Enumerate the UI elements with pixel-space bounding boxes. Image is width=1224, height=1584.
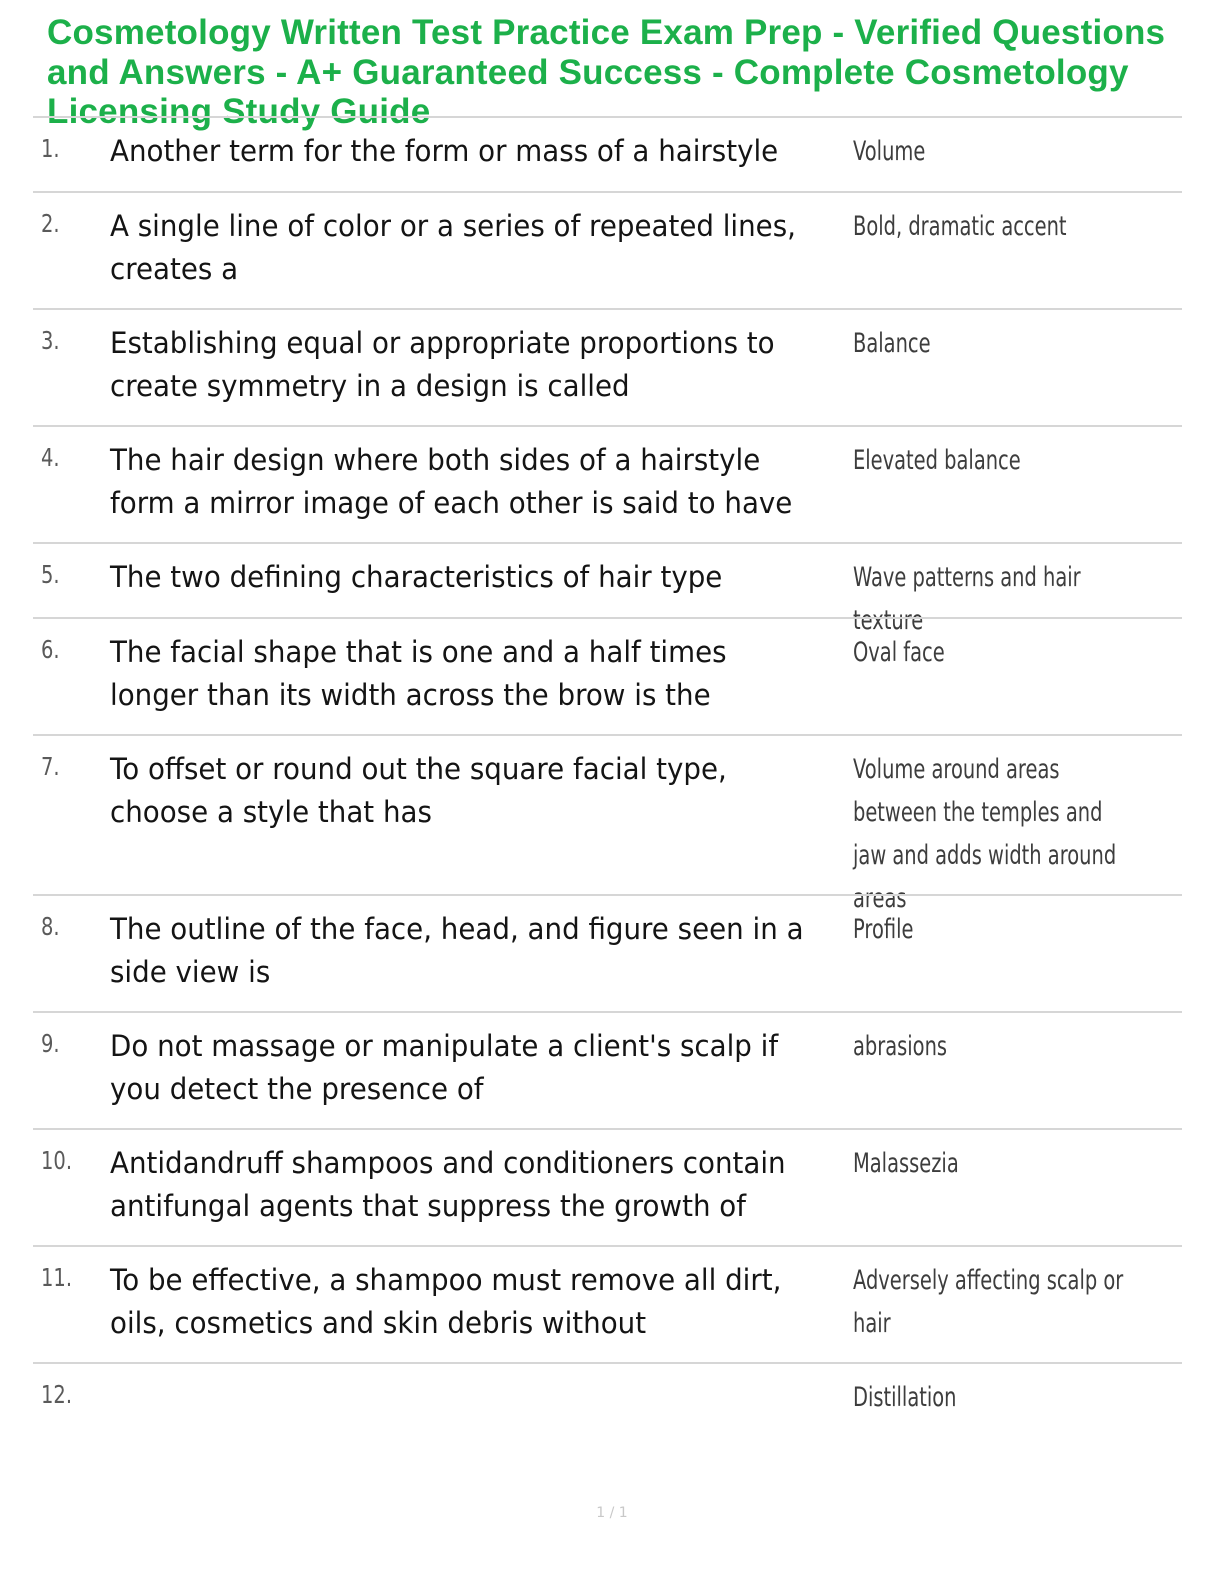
document-title: Cosmetology Written Test Practice Exam Prep - Verified Questions and Answers - A+ Guaranteed Success - Complete Cosmetology Licensing Study Guide <box>47 13 1166 131</box>
item-number: 11. <box>41 1263 73 1292</box>
answer-text: Adversely affecting scalp or hair <box>853 1265 1124 1339</box>
item-number: 3. <box>41 326 60 355</box>
page-number: 1 / 1 <box>596 1505 628 1521</box>
answer-text: Wave patterns and hair texture <box>853 562 1081 636</box>
qa-row <box>33 1128 1182 1245</box>
qa-row <box>33 1011 1182 1128</box>
question-text: The two defining characteristics of hair type <box>110 560 723 594</box>
question-text: The hair design where both sides of a hairstyle form a mirror image of each other is said to have <box>110 443 793 520</box>
item-number: 10. <box>41 1146 73 1175</box>
item-number: 12. <box>41 1380 73 1409</box>
answer-text: Distillation <box>853 1382 957 1413</box>
question-text: Antidandruff shampoos and conditioners contain antifungal agents that suppress the growth of <box>110 1146 786 1223</box>
qa-row <box>33 1362 1182 1442</box>
answer-text: abrasions <box>853 1031 948 1062</box>
answer-text: Volume <box>853 136 926 167</box>
answer-text: Volume around areas between the temples and jaw and adds width around areas <box>853 754 1117 914</box>
question-text: A single line of color or a series of repeated lines, creates a <box>110 209 796 286</box>
item-number: 2. <box>41 209 60 238</box>
item-number: 4. <box>41 443 60 472</box>
item-number: 5. <box>41 560 60 589</box>
question-text: Establishing equal or appropriate proportions to create symmetry in a design is called <box>110 326 775 403</box>
qa-row <box>33 734 1182 914</box>
answer-text: Oval face <box>853 637 945 668</box>
question-text: To offset or round out the square facial type, choose a style that has <box>110 752 727 829</box>
qa-row <box>33 1245 1182 1362</box>
answer-text: Balance <box>853 328 931 359</box>
question-text: The outline of the face, head, and figure seen in a side view is <box>110 912 804 989</box>
answer-text: Elevated balance <box>853 445 1021 476</box>
question-text: To be effective, a shampoo must remove all dirt, oils, cosmetics and skin debris without <box>110 1263 782 1340</box>
item-number: 6. <box>41 635 60 664</box>
qa-list <box>33 116 1182 1442</box>
qa-row <box>33 191 1182 308</box>
qa-row <box>33 116 1182 191</box>
question-text: Another term for the form or mass of a hairstyle <box>110 134 779 168</box>
item-number: 1. <box>41 134 60 163</box>
qa-row <box>33 425 1182 542</box>
qa-row <box>33 617 1182 734</box>
qa-row <box>33 308 1182 425</box>
answer-text: Malassezia <box>853 1148 959 1179</box>
item-number: 9. <box>41 1029 60 1058</box>
qa-row <box>33 542 1182 636</box>
qa-row <box>33 894 1182 1011</box>
item-number: 7. <box>41 752 60 781</box>
question-text: The facial shape that is one and a half times longer than its width across the brow is the <box>110 635 727 712</box>
item-number: 8. <box>41 912 60 941</box>
question-text: Do not massage or manipulate a client's scalp if you detect the presence of <box>110 1029 779 1106</box>
answer-text: Bold, dramatic accent <box>853 211 1067 242</box>
answer-text: Profile <box>853 914 914 945</box>
